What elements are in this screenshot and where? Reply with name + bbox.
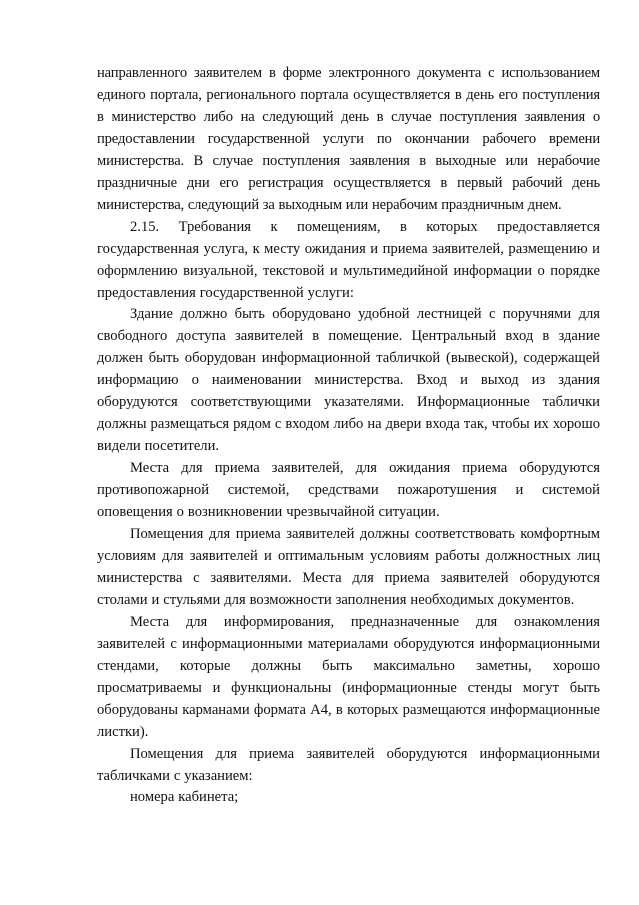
paragraph-fire-safety: Места для приема заявителей, для ожидания приема оборудуются противопожарной системой, средствами пожаротушения и системой оповещения о возникновении чрезвычайной ситуации. <box>97 460 600 521</box>
paragraph-reception-rooms: Помещения для приема заявителей должны соответствовать комфортным условиям для заявителей и оптимальным условиям работы должностных лиц министерства с заявителями. Места для приема заявителей оборудуются столами и стульями для возможности заполнения необходимых документов. <box>97 526 600 608</box>
paragraph-information-plates: Помещения для приема заявителей оборудуются информационными табличками с указанием: <box>97 745 600 784</box>
paragraph-information-stands: Места для информирования, предназначенные для ознакомления заявителей с информационными материалами оборудуются информационными стендами, которые должны быть максимально заметны, хорошо просматриваемы и функциональны (информационные стенды могут быть оборудованы карманами формата А4, в которых размещаются информационные листки). <box>97 613 600 740</box>
paragraph-submission-registration: направленного заявителем в форме электронного документа с использованием единого портала, регионального портала осуществляется в день его поступления в министерство либо на следующий день в случае поступления заявления о предоставлении государственной услуги по окончании рабочего времени министерства. В случае поступления заявления в выходные или нерабочие праздничные дни его регистрация осуществляется в первый рабочий день министерства, следующий за выходным или нерабочим праздничным днем. <box>97 65 600 213</box>
list-item-room-number: номера кабинета; <box>130 789 239 806</box>
paragraph-section-2-15-heading: 2.15. Требования к помещениям, в которых предоставляется государственная услуга, к месту ожидания и приема заявителей, размещению и оформлению визуальной, текстовой и мультимедийной информации о порядке предоставления государственной услуги: <box>97 218 600 301</box>
paragraph-building-entrance: Здание должно быть оборудовано удобной лестницей с поручнями для свободного доступа заявителей в помещение. Центральный вход в здание должен быть оборудован информационной табличкой (вывеской), содержащей информацию о наименовании министерства. Вход и выход из здания оборудуются соответствующими указателями. Информационные таблички должны размещаться рядом с входом либо на двери входа так, чтобы их хорошо видели посетители. <box>97 306 600 455</box>
document-body <box>97 63 600 809</box>
